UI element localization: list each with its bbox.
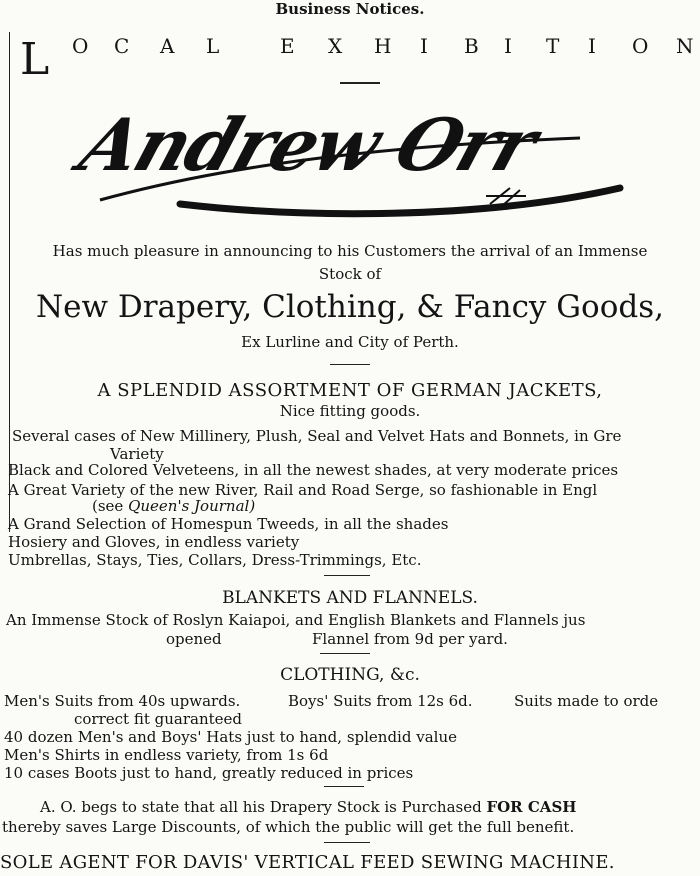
title-letter: I xyxy=(588,34,597,58)
section-heading: Business Notices. xyxy=(275,0,425,18)
title-letter: A xyxy=(160,34,176,58)
title-letter: H xyxy=(374,34,393,58)
jackets-heading: A SPLENDID ASSORTMENT OF GERMAN JACKETS, xyxy=(97,380,603,401)
divider-rule xyxy=(324,786,364,787)
item-millinery: Several cases of New Millinery, Plush, Seal and Velvet Hats and Bonnets, in Gre xyxy=(12,427,622,445)
title-letter: O xyxy=(72,34,90,58)
divider-rule xyxy=(324,575,370,576)
blankets-line-2a: opened xyxy=(166,630,222,648)
title-letter: O xyxy=(632,34,650,58)
jackets-sub: Nice fitting goods. xyxy=(279,402,421,420)
title-letter: X xyxy=(328,34,344,58)
sole-agent-line: SOLE AGENT FOR DAVIS' VERTICAL FEED SEWING MACHINE. xyxy=(0,852,615,873)
cash-line-2: thereby saves Large Discounts, of which the public will get the full benefit. xyxy=(2,818,575,836)
blankets-line-2b: Flannel from 9d per yard. xyxy=(312,630,508,648)
item-serge: A Great Variety of the new River, Rail and Road Serge, so fashionable in Engl xyxy=(8,481,598,499)
clothing-line-5: 10 cases Boots just to hand, greatly reduced in prices xyxy=(4,764,414,782)
clothing-line-1c: Suits made to orde xyxy=(514,692,659,710)
blankets-heading: BLANKETS AND FLANNELS. xyxy=(222,588,478,608)
cash-line-1: A. O. begs to state that all his Drapery Stock is Purchased FOR CASH xyxy=(40,798,577,816)
title-letter: C xyxy=(114,34,131,58)
item-velveteens: Black and Colored Velveteens, in all the newest shades, at very moderate prices xyxy=(8,461,619,479)
title-letter: B xyxy=(464,34,480,58)
title-letter: E xyxy=(280,34,296,58)
divider-rule xyxy=(324,842,370,843)
item-serge-cont: (see Queen's Journal) xyxy=(92,497,256,515)
clothing-line-4: Men's Shirts in endless variety, from 1s 6d xyxy=(4,746,329,764)
title-letter: L xyxy=(206,34,221,58)
item-umbrellas: Umbrellas, Stays, Ties, Collars, Dress-Trimmings, Etc. xyxy=(8,551,422,569)
item-millinery-cont: Variety xyxy=(110,445,164,463)
intro-line-1: Has much pleasure in announcing to his Customers the arrival of an Immense xyxy=(52,242,648,260)
main-heading: New Drapery, Clothing, & Fancy Goods, xyxy=(35,289,664,325)
divider-rule xyxy=(320,653,370,654)
divider-rule xyxy=(330,364,370,365)
clothing-line-3: 40 dozen Men's and Boys' Hats just to hand, splendid value xyxy=(4,728,457,746)
title-letter: T xyxy=(546,34,561,58)
title-letter: N xyxy=(676,34,695,58)
divider-rule xyxy=(340,82,380,84)
item-hosiery: Hosiery and Gloves, in endless variety xyxy=(8,533,300,551)
clothing-heading: CLOTHING, &c. xyxy=(280,665,420,685)
item-tweeds: A Grand Selection of Homespun Tweeds, in all the shades xyxy=(8,515,449,533)
clothing-line-1a: Men's Suits from 40s upwards. xyxy=(4,692,241,710)
title-initial: L xyxy=(20,34,50,85)
ex-line: Ex Lurline and City of Perth. xyxy=(241,333,459,351)
title-letter: I xyxy=(504,34,513,58)
clothing-line-1b: Boys' Suits from 12s 6d. xyxy=(288,692,473,710)
blankets-line-1: An Immense Stock of Roslyn Kaiapoi, and English Blankets and Flannels jus xyxy=(6,611,586,629)
signature: Andrew Orr xyxy=(70,102,546,187)
clothing-line-2: correct fit guaranteed xyxy=(74,710,243,728)
title-letter: I xyxy=(420,34,429,58)
intro-line-2: Stock of xyxy=(318,265,382,283)
